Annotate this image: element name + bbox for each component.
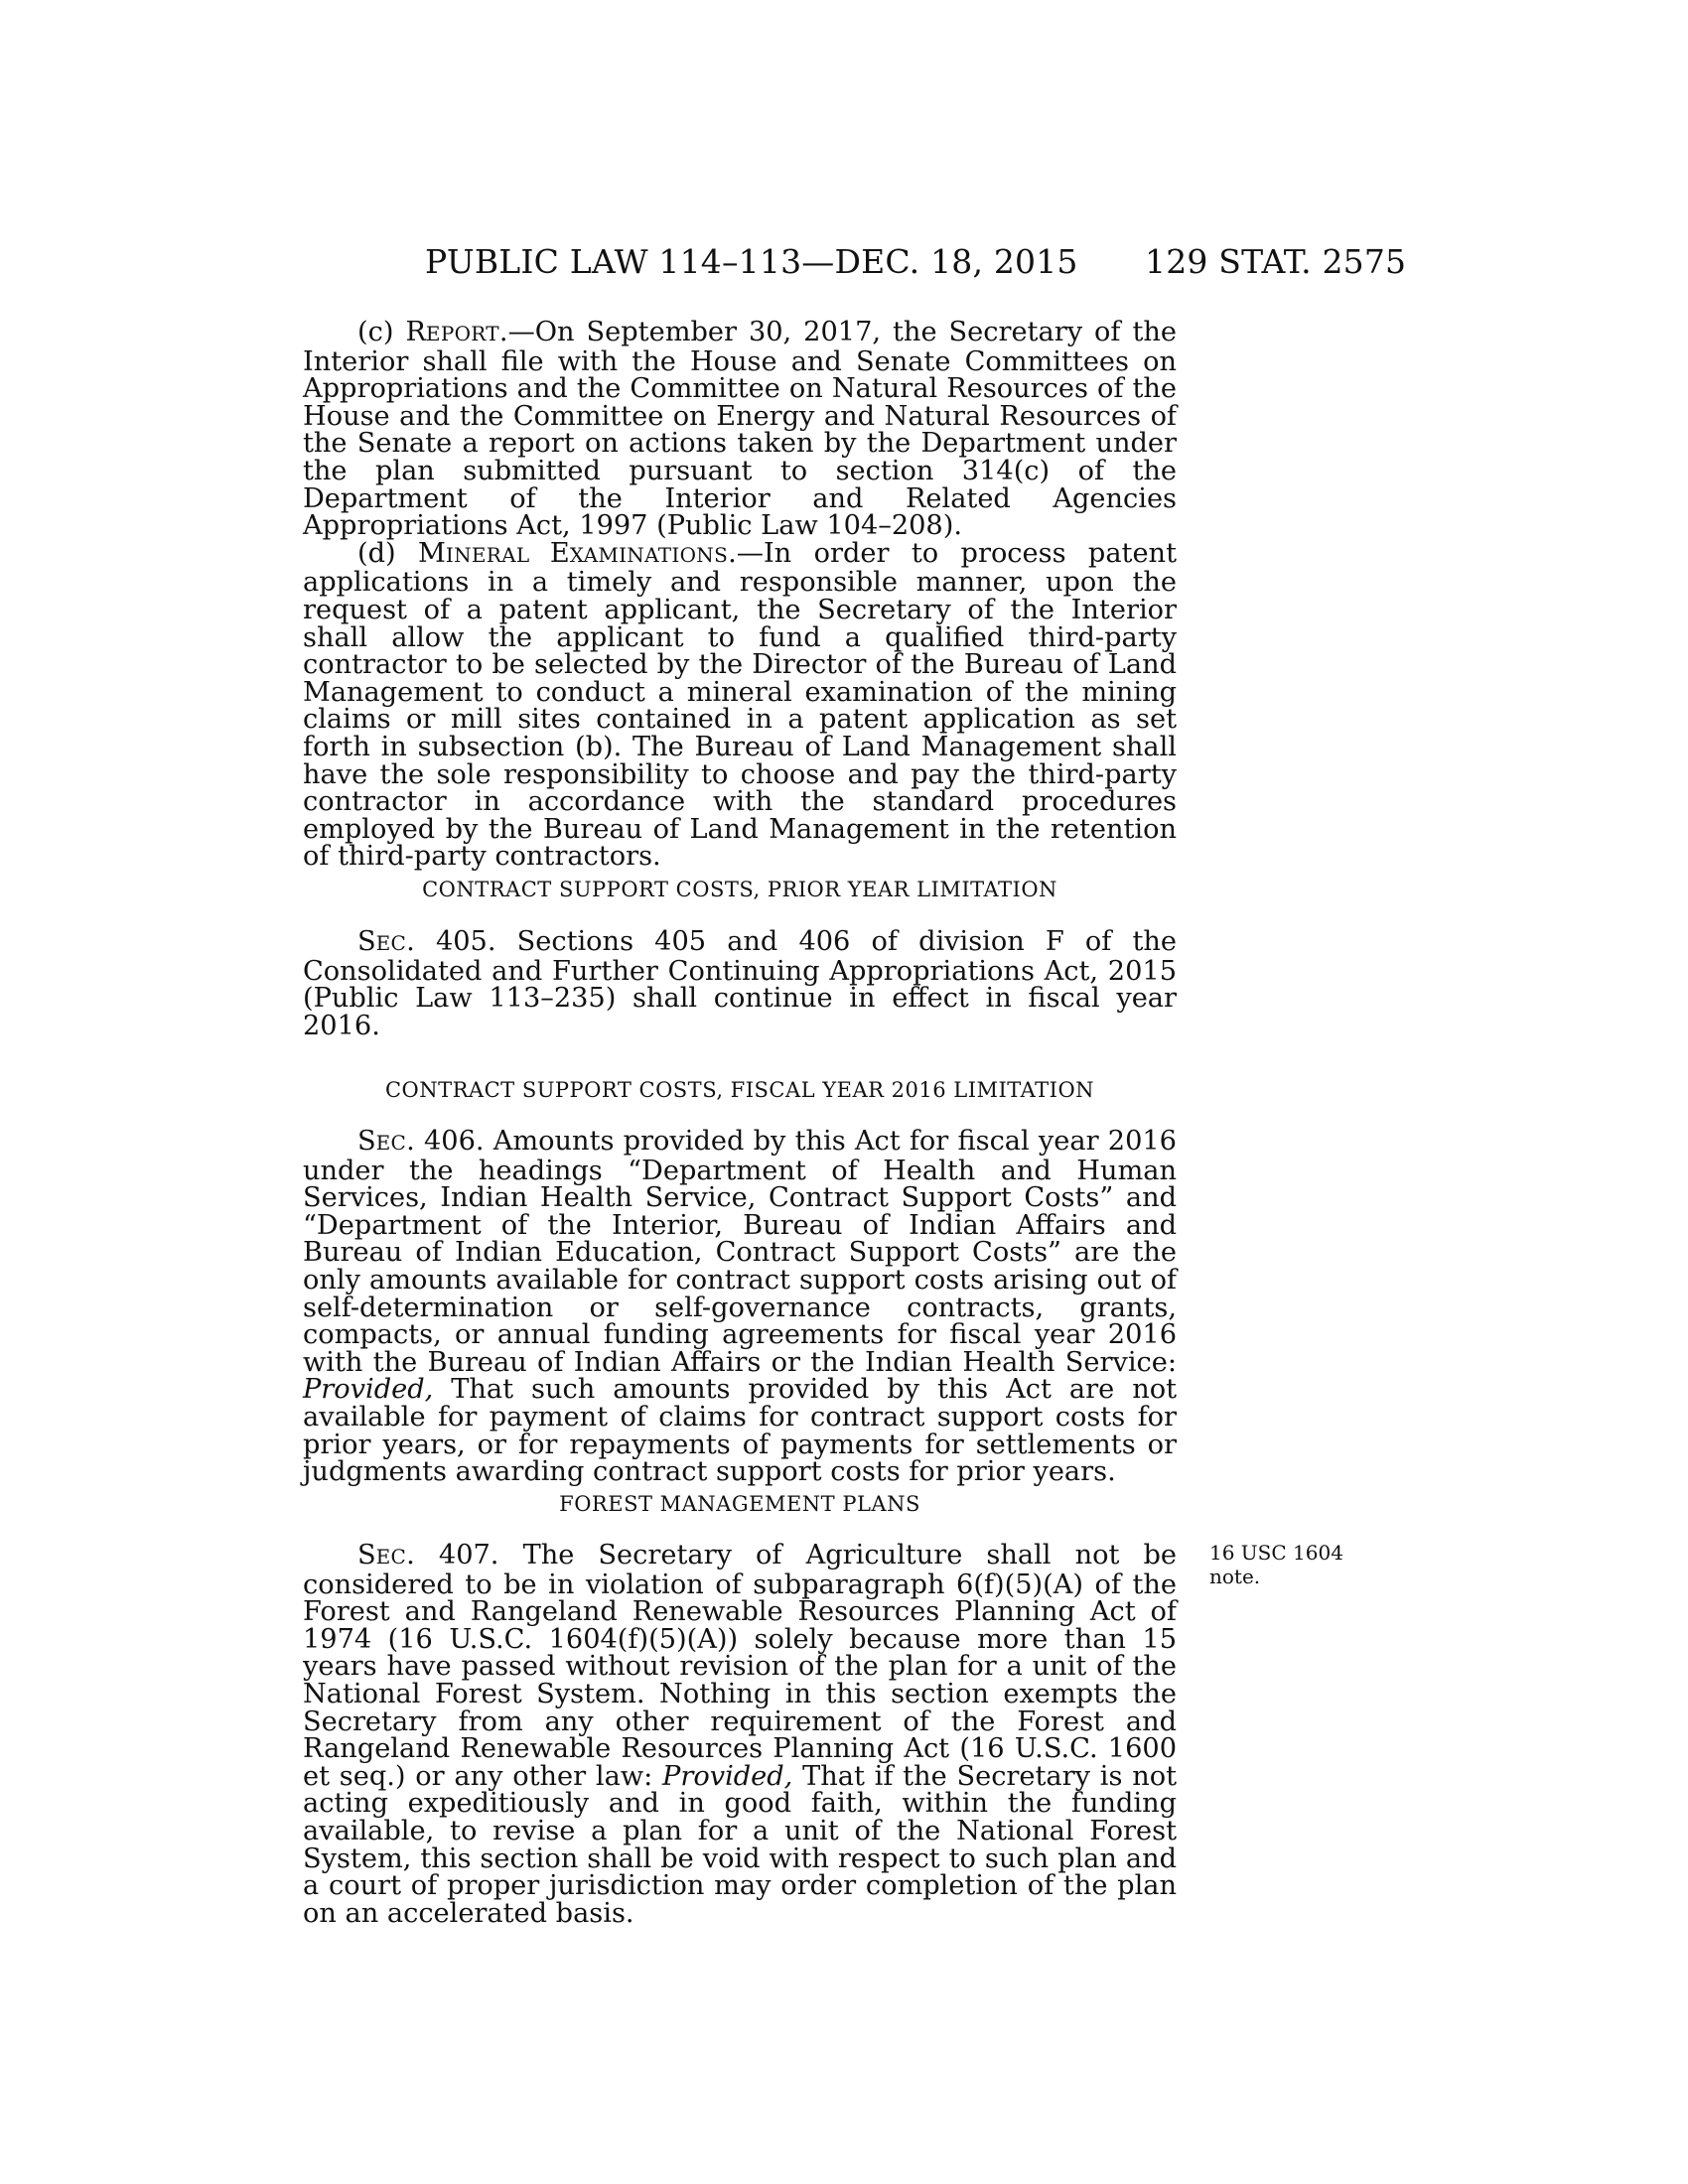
sec-407-paragraph <box>303 1542 1177 1927</box>
sec-405-label-rest: EC <box>375 931 407 955</box>
sec-406-label-initial: S <box>357 1126 376 1157</box>
subsection-c-dash: .— <box>498 317 535 347</box>
sec-407-label-rest: EC <box>375 1545 407 1569</box>
sec-406-text-1: Amounts provided by this Act for fiscal year 2016 under the headings “Department of Health and Human Services, Indian Health Service, Contract Support Costs” and “Department of the Interior, Bureau of Indian Affairs and Bureau of Indian Education, Contract Support Costs” are the only amounts available for contract support costs arising out of self-determination or self-governance contracts, grants, compacts, or annual funding agreements for fiscal year 2016 with the Bureau of Indian Affairs or the Indian Health Service: <box>303 1126 1177 1378</box>
sec-407-heading: FOREST MANAGEMENT PLANS <box>559 1492 920 1516</box>
subsection-d-heading-rest-2: XAMINATIONS <box>569 542 729 567</box>
subsection-d-label: (d) <box>357 537 419 569</box>
sec-405-label-initial: S <box>357 926 376 957</box>
sec-405-paragraph <box>303 928 1177 1039</box>
sec-406-number: . 406. <box>406 1126 493 1157</box>
sec-406-text-2: That such amounts provided by this Act are not available for payment of claims for contract support costs for prior years, or for repayments of payments for settlements or judgments awarding contract support costs for prior years. <box>303 1374 1177 1488</box>
subsections-block <box>303 319 1177 871</box>
subsection-c-heading-initial: R <box>405 317 426 347</box>
sec-407-number: . 407. <box>406 1540 523 1570</box>
running-head: PUBLIC LAW 114–113—DEC. 18, 2015 <box>425 242 1078 281</box>
sec-405-block <box>303 928 1177 1039</box>
sec-407-provided: Provided, <box>662 1760 793 1792</box>
sec-407-text-1: The Secretary of Agriculture shall not be considered to be in violation of subparagraph 6(f)(5)(A) of the Forest and Rangeland Renewable Resources Planning Act of 1974 (16 U.S.C. 1604(f)(5)(A)) solely because more than 15 years have passed without revision of the plan for a unit of the National Forest System. Nothing in this section exempts the Secretary from any other requirement of the Forest and Rangeland Renewable Resources Planning Act (16 U.S.C. 1600 et seq.) or any other law: <box>303 1540 1178 1792</box>
subsection-c-text: On September 30, 2017, the Secretary of the Interior shall file with the House and Senate Committees on Appropriations and the Committee on Natural Resources of the House and the Committee on Energy and Natural Resources of the Senate a report on actions taken by the Department under the plan submitted pursuant to section 314(c) of the Department of the Interior and Related Agencies Appropriations Act, 1997 (Public Law 104–208). <box>303 317 1177 542</box>
sec-406-paragraph <box>303 1128 1177 1486</box>
sec-406-label-rest: EC <box>375 1131 407 1155</box>
sec-407-text-2: That if the Secretary is not acting expeditiously and in good faith, within the funding available, to revise a plan for a unit of the National Forest System, this section shall be void with respect to such plan and a court of proper jurisdiction may order completion of the plan on an accelerated basis. <box>303 1760 1177 1929</box>
subsection-c-label: (c) <box>357 317 406 347</box>
sec-406-block <box>303 1128 1177 1486</box>
margin-note-line-1: 16 USC 1604 <box>1209 1541 1343 1565</box>
sec-406-heading: CONTRACT SUPPORT COSTS, FISCAL YEAR 2016 LIMITATION <box>384 1078 1095 1102</box>
subsection-d-heading-rest-1: INERAL <box>445 542 550 567</box>
margin-note-line-2: note. <box>1209 1565 1261 1588</box>
sec-407-block <box>303 1542 1177 1927</box>
stat-page-number: 129 STAT. 2575 <box>1145 242 1407 281</box>
sec-406-provided: Provided, <box>303 1374 434 1406</box>
margin-note-citation <box>1209 1541 1348 1588</box>
sec-407-label-initial: S <box>357 1540 376 1570</box>
subsection-d-dash: .— <box>728 537 764 569</box>
sec-405-number: . 405. <box>406 926 517 957</box>
sec-405-text: Sections 405 and 406 of division F of the Consolidated and Further Continuing Appropriations Act, 2015 (Public Law 113–235) shall continue in effect in fiscal year 2016. <box>303 926 1177 1041</box>
subsection-d <box>303 537 1177 873</box>
subsection-d-text: In order to process patent applications in a timely and responsible manner, upon the request of a patent applicant, the Secretary of the Interior shall allow the applicant to fund a qualified third-party contractor to be selected by the Director of the Bureau of Land Management to conduct a mineral examination of the mining claims or mill sites contained in a patent application as set forth in subsection (b). The Bureau of Land Management shall have the sole responsibility to choose and pay the third-party contractor in accordance with the standard procedures employed by the Bureau of Land Management in the retention of third-party contractors. <box>303 537 1177 873</box>
subsection-c <box>303 319 1177 540</box>
subsection-c-heading-rest: EPORT <box>425 322 499 345</box>
sec-405-heading: CONTRACT SUPPORT COSTS, PRIOR YEAR LIMITATION <box>422 878 1057 901</box>
subsection-d-heading-initial-1: M <box>418 537 446 569</box>
subsection-d-heading-initial-2: E <box>549 537 570 569</box>
